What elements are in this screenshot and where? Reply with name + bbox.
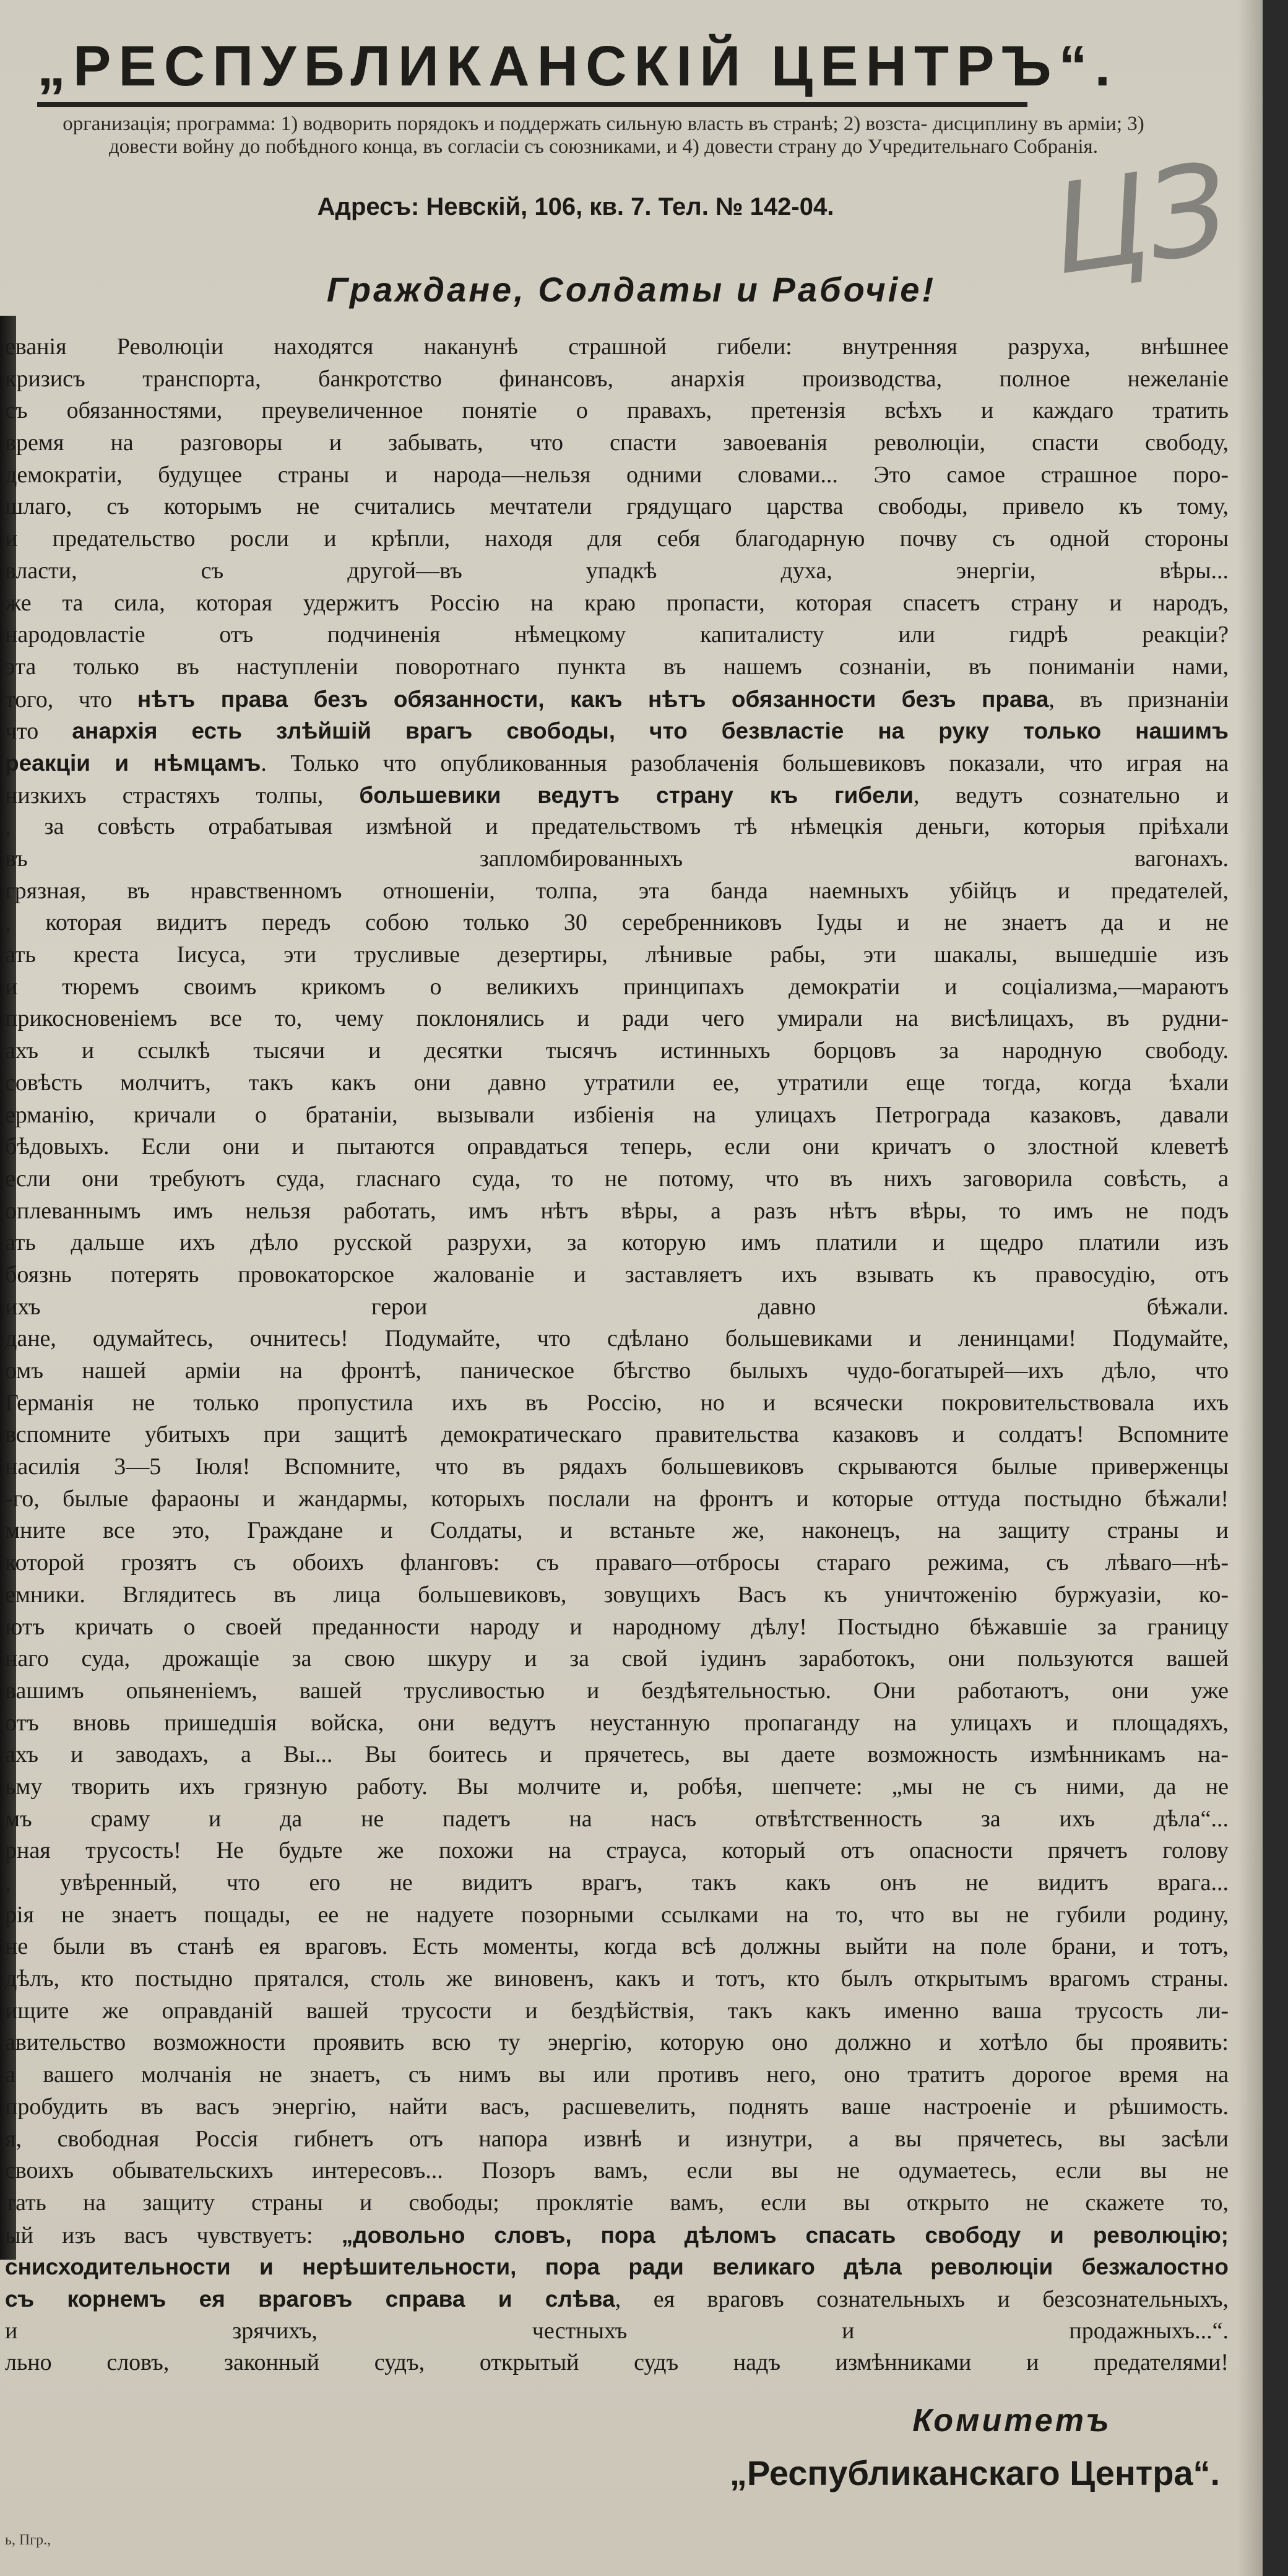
body-line-text: ерманію, кричали о братаніи, вызывали избіенія на улицахъ Петрограда казаковъ, давали xyxy=(5,1101,1229,1128)
body-line-text: и тюремъ своимъ крикомъ о великихъ принципахъ демократіи и соціализма,—мараютъ xyxy=(5,973,1229,1000)
body-line-text: шлаго, съ которымъ не считались мечтатели грядущаго царства свободы, привело къ тому, xyxy=(5,493,1229,520)
body-line xyxy=(0,907,1229,939)
body-line-text: въ запломбированныхъ вагонахъ. xyxy=(5,846,1229,872)
body-line-text: которой грозятъ съ обоихъ фланговъ: съ праваго—отбросы стараго режима, съ лѣваго—нѣ- xyxy=(5,1550,1229,1576)
masthead-title: „РЕСПУБЛИКАНСКІЙ ЦЕНТРЪ“. xyxy=(37,35,1118,98)
body-line xyxy=(0,1643,1229,1675)
body-line-text: кризисъ транспорта, банкротство финансовъ, анархія производства, полное нежеланіе xyxy=(5,365,1229,392)
body-line xyxy=(0,395,1229,427)
body-line xyxy=(0,2347,1229,2379)
body-line xyxy=(0,2027,1229,2059)
body-line xyxy=(0,363,1229,396)
body-line-text: вспомните убитыхъ при защитѣ демократическаго правительства казаковъ и солдатъ! Вспомните xyxy=(5,1421,1229,1448)
body-line-text: рія не знаетъ пощады, ее не надуете позорными ссылками на то, что вы не губили родину, xyxy=(5,1901,1229,1928)
body-line xyxy=(0,1707,1229,1740)
body-line-text: бѣдовыхъ. Если они и пытаются оправдаться теперь, если они кричатъ о злостной клеветѣ xyxy=(5,1134,1229,1160)
body-line-tail: , въ признаніи xyxy=(1048,686,1229,713)
body-line-text: ьму творить ихъ грязную работу. Вы молчите и, робѣя, шепчете: „мы не съ ними, да не xyxy=(5,1773,1229,1800)
body-line xyxy=(0,588,1229,620)
body-line xyxy=(0,2059,1229,2091)
body-line-text: , которая видитъ передъ собою только 30 серебренниковъ Іуды и не знаетъ да и не xyxy=(5,909,1229,936)
body-line-text: того, что xyxy=(5,686,113,713)
body-line xyxy=(0,2091,1229,2123)
body-line-text: льно словъ, законный судъ, открытый судъ надъ измѣнниками и предателями! xyxy=(5,2349,1229,2376)
body-line xyxy=(0,1899,1229,1932)
body-line-text: мните все это, Граждане и Солдаты, и встаньте же, наконецъ, на защиту страны и xyxy=(5,1517,1229,1544)
body-line xyxy=(0,843,1229,875)
body-line xyxy=(0,2123,1229,2156)
body-line-text: же та сила, которая удержитъ Россію на краю пропасти, которая спасетъ страну и народъ, xyxy=(5,589,1229,616)
body-line xyxy=(0,1963,1229,1995)
body-line xyxy=(0,1451,1229,1483)
body-line-text: низкихъ страстяхъ толпы, xyxy=(5,782,324,809)
body-line-text: наго суда, дрожащіе за свою шкуру и за свой іудинъ заработокъ, они пользуются вашей xyxy=(5,1646,1229,1672)
body-line-text: мъ сраму и да не падетъ на насъ отвѣтственность за ихъ дѣла“... xyxy=(5,1805,1229,1832)
body-line xyxy=(0,491,1229,523)
body-line-text: время на разговоры и забывать, что спасти завоеванія революціи, спасти свободу, xyxy=(5,430,1229,456)
body-line xyxy=(0,779,1229,812)
address-line: Адресъ: Невскій, 106, кв. 7. Тел. № 142-04. xyxy=(317,193,834,220)
appeal-body xyxy=(0,331,1229,2379)
body-line xyxy=(0,1419,1229,1451)
body-line xyxy=(0,1547,1229,1579)
body-line-text: прикосновеніемъ все то, чему поклонялись и ради чего умирали на висѣлицахъ, въ рудни- xyxy=(5,1005,1229,1032)
body-line xyxy=(0,1323,1229,1355)
body-line xyxy=(0,619,1229,651)
body-line xyxy=(0,1931,1229,1963)
body-line-text: я, свободная Россія гибнетъ отъ напора извнѣ и изнутри, а вы прячетесь, вы засѣли xyxy=(5,2125,1229,2152)
body-line xyxy=(0,1835,1229,1867)
signature-block xyxy=(712,2402,1238,2493)
body-line xyxy=(0,1195,1229,1228)
body-line xyxy=(0,1131,1229,1163)
programme-text: организація; программа: 1) водворить порядокъ и поддержать сильную власть въ странѣ; 2) возста- дисциплину въ арміи; 3) довести войну до побѣдного конца, въ согласіи съ союзниками, и 4) довести страну до Учредительнаго Собранія. xyxy=(63,113,1144,158)
body-line xyxy=(0,1387,1229,1420)
body-line xyxy=(0,427,1229,459)
body-line-text: оплеваннымъ имъ нельзя работать, имъ нѣтъ вѣры, а разъ нѣтъ вѣры, то имъ не подъ xyxy=(5,1197,1229,1224)
signature-organisation: „Республиканскаго Центра“. xyxy=(729,2453,1221,2492)
body-line-text: ютъ кричать о своей преданности народу и народному дѣлу! Постыдно бѣжавшіе за границу xyxy=(5,1613,1229,1640)
body-line xyxy=(0,971,1229,1004)
body-line-tail: , ведутъ сознательно и xyxy=(913,782,1229,809)
body-line-emphasis: большевики ведутъ страну къ гибели xyxy=(359,782,914,808)
body-line xyxy=(0,1259,1229,1291)
body-line-text: пробудить въ васъ энергію, найти васъ, расшевелить, поднять ваше настроеніе и рѣшимость. xyxy=(5,2093,1229,2120)
body-line-tail: . Только что опубликованныя разоблаченія большевиковъ показали, что играя на xyxy=(261,750,1229,776)
body-line xyxy=(0,1867,1229,1899)
body-line xyxy=(0,939,1229,971)
body-line-text: , увѣренный, что его не видитъ врагъ, такъ какъ онъ не видитъ врага... xyxy=(5,1870,1229,1896)
body-line-emphasis: анархія есть злѣйшій врагъ свободы, что безвластіе на руку только нашимъ xyxy=(72,718,1229,744)
body-line xyxy=(0,1995,1229,2027)
body-line-text: ать дальше ихъ дѣло русской разрухи, за которую имъ платили и щедро платили изъ xyxy=(5,1229,1229,1256)
body-line xyxy=(0,331,1229,363)
body-line xyxy=(0,1675,1229,1707)
body-line-text: омъ нашей арміи на фронтѣ, паническое бѣгство былыхъ чудо-богатырей—ихъ дѣло, что xyxy=(5,1358,1229,1384)
body-line-text: ихъ герои давно бѣжали. xyxy=(5,1293,1229,1320)
body-line xyxy=(0,2187,1229,2219)
body-line xyxy=(0,2283,1229,2315)
body-line-text: тать на защиту страны и свободы; проклятіе вамъ, если вы открыто не скажете то, xyxy=(5,2189,1229,2216)
body-line-text: и предательство росли и крѣпли, находя для себя благодарную почву съ одной стороны xyxy=(5,526,1229,552)
body-line xyxy=(0,1099,1229,1132)
body-line-text: власти, съ другой—въ упадкѣ духа, энергіи, вѣры... xyxy=(5,557,1229,584)
body-line xyxy=(0,1611,1229,1644)
body-line-text: ищите же оправданій вашей трусости и бездѣйствія, такъ какъ именно ваша трусость ли- xyxy=(5,1997,1229,2024)
appeal-heading: Граждане, Солдаты и Рабочіе! xyxy=(326,270,936,309)
body-line-text: дане, одумайтесь, очнитесь! Подумайте, что сдѣлано большевиками и ленинцами! Подумайте, xyxy=(5,1325,1229,1352)
body-line xyxy=(0,683,1229,716)
body-line-text: рная трусость! Не будьте же похожи на страуса, который отъ опасности прячетъ голову xyxy=(5,1837,1229,1864)
body-line xyxy=(0,1579,1229,1611)
body-line-text: ый изъ васъ чувствуетъ: xyxy=(5,2222,313,2249)
body-line xyxy=(0,747,1229,779)
body-line xyxy=(0,1771,1229,1803)
body-line-text: Германія не только пропустила ихъ въ Россію, но и всячески покровительствовала ихъ xyxy=(5,1389,1229,1416)
body-line xyxy=(0,1739,1229,1771)
printer-imprint: ь, Пгр., xyxy=(5,2532,51,2548)
body-line-text: , за совѣсть отрабатывая измѣной и предательствомъ тѣ нѣмецкія деньги, которыя пріѣхали xyxy=(5,813,1229,840)
body-line-text: а вашего молчанія не знаетъ, съ нимъ вы или противъ него, оно тратитъ дорогое время на xyxy=(5,2062,1229,2088)
body-line xyxy=(0,1035,1229,1067)
body-line-text: еванія Революціи находятся наканунѣ страшной гибели: внутренняя разруха, внѣшнее xyxy=(5,334,1229,360)
body-line-emphasis: „довольно словъ, пора дѣломъ спасать свободу и революцію; xyxy=(341,2222,1229,2248)
body-line-text: не были въ станѣ ея враговъ. Есть моменты, когда всѣ должны выйти на поле брани, и тотъ, xyxy=(5,1933,1229,1960)
body-line xyxy=(0,2155,1229,2187)
body-line xyxy=(0,2219,1229,2252)
body-line-text: боязнь потерять провокаторское жалованіе и заставляетъ ихъ взывать къ правосудію, отъ xyxy=(5,1261,1229,1288)
body-line xyxy=(0,523,1229,555)
body-line-text: дѣлъ, кто постыдно прятался, столь же виновенъ, какъ и тотъ, кто былъ открытымъ врагомъ страны. xyxy=(5,1966,1229,1992)
body-line-text: эта только въ наступленіи поворотнаго пункта въ нашемъ сознаніи, въ пониманіи нами, xyxy=(5,653,1229,680)
body-line xyxy=(0,715,1229,747)
body-line-text: отъ вновь пришедшія войска, они ведутъ неустанную пропаганду на улицахъ и площадяхъ, xyxy=(5,1709,1229,1736)
body-line xyxy=(0,875,1229,908)
body-line-text: насилія 3—5 Іюля! Вспомните, что въ рядахъ большевиковъ скрываются былые приверженцы xyxy=(5,1454,1229,1480)
body-line-text: своихъ обывательскихъ интересовъ... Позоръ вамъ, если вы не одумаетесь, если вы не xyxy=(5,2158,1229,2184)
body-line xyxy=(0,1067,1229,1099)
body-line xyxy=(0,651,1229,683)
body-line-emphasis: съ корнемъ ея враговъ справа и слѣва xyxy=(5,2286,615,2312)
body-line-text: съ обязанностями, преувеличенное понятіе о правахъ, претензія всѣхъ и каждаго тратить xyxy=(5,397,1229,424)
body-line xyxy=(0,1803,1229,1836)
body-line-text: вашимъ опьяненіемъ, вашей трусливостью и бездѣятельностью. Они работаютъ, они уже xyxy=(5,1677,1229,1704)
body-line xyxy=(0,1291,1229,1324)
body-line xyxy=(0,2315,1229,2348)
body-line-tail: , ея враговъ сознательныхъ и безсознательныхъ, xyxy=(615,2286,1229,2312)
body-line xyxy=(0,1515,1229,1547)
body-line-text: и зрячихъ, честныхъ и продажныхъ...“. xyxy=(5,2317,1229,2344)
body-line xyxy=(0,555,1229,588)
body-line-text: народовластіе отъ подчиненія нѣмецкому капиталисту или гидрѣ реакціи? xyxy=(5,622,1229,648)
masthead-rule xyxy=(37,102,1027,107)
body-line-text: ать креста Іисуса, эти трусливые дезертиры, лѣнивые рабы, эти шакалы, вышедшіе изъ xyxy=(5,942,1229,968)
body-line-text: авительство возможности проявить всю ту энергію, которую оно должно и хотѣло бы проявить: xyxy=(5,2029,1229,2056)
body-line xyxy=(0,1355,1229,1387)
body-line-text: емники. Вглядитесь въ лица большевиковъ, зовущихъ Васъ къ уничтоженію буржуазіи, ко- xyxy=(5,1581,1229,1608)
body-line xyxy=(0,459,1229,492)
body-line-emphasis: нѣтъ права безъ обязанности, какъ нѣтъ обязанности безъ права xyxy=(137,686,1049,712)
body-line xyxy=(0,1483,1229,1516)
body-line-text: совѣсть молчитъ, такъ какъ они давно утратили ее, утратили еще тогда, когда ѣхали xyxy=(5,1069,1229,1096)
body-line xyxy=(0,2251,1229,2283)
body-line-text: если они требуютъ суда, гласнаго суда, то не потому, что въ нихъ заговорила совѣсть, а xyxy=(5,1165,1229,1192)
body-line xyxy=(0,811,1229,843)
body-line-emphasis: снисходительности и нерѣшительности, пора ради великаго дѣла революціи безжалостно xyxy=(5,2254,1229,2280)
body-line-text: ахъ и заводахъ, а Вы... Вы боитесь и прячетесь, вы даете возможность измѣнникамъ на- xyxy=(5,1741,1229,1768)
body-line-text: грязная, въ нравственномъ отношеніи, толпа, эта банда наемныхъ убійцъ и предателей, xyxy=(5,877,1229,904)
archive-pencil-mark: ЦЗ xyxy=(1043,136,1237,303)
body-line xyxy=(0,1003,1229,1035)
body-line-text: -го, былые фараоны и жандармы, которыхъ послали на фронтъ и которые оттуда постыдно бѣжали! xyxy=(5,1485,1229,1512)
body-line xyxy=(0,1163,1229,1195)
body-line-text: ахъ и ссылкѣ тысячи и десятки тысячъ истинныхъ борцовъ за народную свободу. xyxy=(5,1038,1229,1064)
body-line-text: демократіи, будущее страны и народа—нельзя одними словами... Это самое страшное поро- xyxy=(5,461,1229,488)
signature-committee: Комитетъ xyxy=(912,2403,1112,2439)
body-line-text: что xyxy=(5,718,39,745)
body-line-emphasis: реакціи и нѣмцамъ xyxy=(5,750,261,776)
body-line xyxy=(0,1227,1229,1259)
